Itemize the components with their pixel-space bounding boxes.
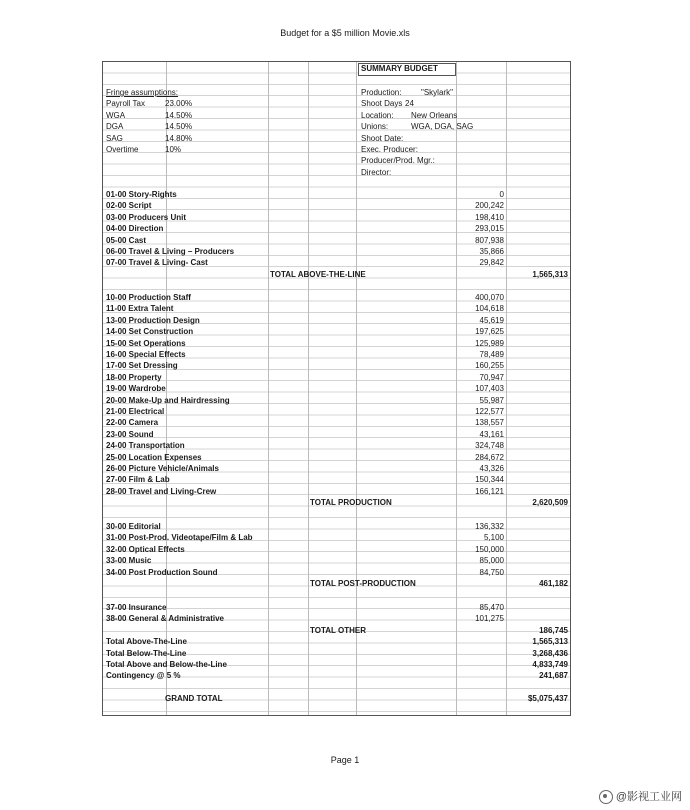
line-item-amount: 35,866 [479, 247, 504, 256]
line-item-label: 30-00 Editorial [106, 522, 161, 531]
line-item-label: 02-00 Script [106, 201, 152, 211]
line-item-amount: 85,470 [479, 603, 504, 612]
summary-amount: 3,268,436 [532, 648, 568, 658]
line-item-amount: 29,842 [479, 258, 504, 268]
grand-total-amount: $5,075,437 [527, 694, 568, 704]
production-info-label: Producer/Prod. Mgr.: [361, 156, 435, 166]
section-total-amount: 1,565,313 [532, 269, 568, 279]
line-item-label: 28-00 Travel and Living-Crew [106, 486, 217, 496]
line-item-label: 23-00 Sound [106, 429, 154, 439]
fringe-value: 23.00% [165, 99, 193, 109]
line-item-amount: 101,275 [475, 614, 504, 624]
production-info-label: Unions: [361, 122, 389, 132]
line-item-amount: 84,750 [479, 567, 504, 577]
line-item-amount: 45,619 [479, 315, 504, 325]
production-info-value: 24 [405, 99, 414, 109]
document-title: Budget for a $5 million Movie.xls [280, 28, 410, 38]
page-number: Page 1 [330, 755, 360, 765]
production-info-value: "Skylark" [421, 88, 453, 97]
fringe-label: SAG [106, 133, 123, 143]
line-item-label: 10-00 Production Staff [106, 293, 191, 302]
watermark-text: @影视工业网 [615, 790, 682, 803]
summary-label: Contingency @ 5 % [106, 671, 181, 681]
line-item-label: 05-00 Cast [106, 235, 147, 245]
camera-logo-icon [599, 790, 613, 804]
fringe-label: Overtime [106, 145, 139, 154]
production-info-label: Location: [361, 110, 394, 120]
line-item-amount: 5,100 [483, 533, 504, 543]
production-info-label: Exec. Producer: [361, 145, 418, 154]
line-item-amount: 324,748 [475, 441, 504, 451]
line-item-amount: 807,938 [475, 235, 504, 245]
line-item-amount: 104,618 [475, 304, 504, 314]
line-item-amount: 150,344 [475, 475, 504, 485]
grand-total-label: GRAND TOTAL [165, 694, 223, 704]
production-info-value: WGA, DGA, SAG [411, 122, 474, 132]
line-item-label: 25-00 Location Expenses [106, 452, 202, 462]
line-item-amount: 160,255 [475, 361, 504, 371]
summary-amount: 4,833,749 [532, 660, 568, 669]
section-total-amount: 2,620,509 [532, 498, 568, 508]
line-item-amount: 284,672 [475, 452, 504, 462]
line-item-amount: 138,557 [475, 418, 504, 428]
line-item-label: 37-00 Insurance [106, 603, 167, 612]
line-item-label: 14-00 Set Construction [106, 327, 194, 337]
line-item-label: 18-00 Property [106, 372, 162, 382]
line-item-label: 26-00 Picture Vehicle/Animals [106, 464, 219, 473]
line-item-amount: 136,332 [475, 522, 504, 531]
line-item-label: 38-00 General & Administrative [106, 614, 224, 624]
line-item-label: 20-00 Make-Up and Hairdressing [106, 395, 230, 405]
line-item-amount: 85,000 [479, 556, 504, 566]
line-item-label: 04-00 Direction [106, 224, 164, 234]
line-item-amount: 43,326 [479, 464, 504, 473]
line-item-label: 16-00 Special Effects [106, 350, 186, 359]
line-item-amount: 200,242 [475, 201, 504, 211]
line-item-amount: 122,577 [475, 407, 504, 416]
section-total-amount: 461,182 [539, 579, 568, 588]
line-item-label: 27-00 Film & Lab [106, 475, 170, 485]
production-info-label: Shoot Days [361, 99, 403, 109]
line-item-label: 06-00 Travel & Living – Producers [106, 247, 235, 256]
summary-label: Total Above-The-Line [106, 637, 187, 647]
line-item-label: 34-00 Post Production Sound [106, 567, 218, 577]
line-item-label: 15-00 Set Operations [106, 338, 186, 348]
fringe-label: WGA [106, 110, 126, 120]
production-info-label: Director: [361, 167, 392, 177]
watermark [599, 788, 682, 804]
fringe-value: 14.50% [165, 110, 193, 120]
line-item-amount: 150,000 [475, 544, 504, 554]
line-item-amount: 78,489 [479, 350, 504, 359]
fringe-label: Payroll Tax [106, 99, 145, 109]
section-total-label: TOTAL OTHER [310, 625, 366, 635]
section-total-label: TOTAL POST-PRODUCTION [310, 579, 416, 588]
line-item-amount: 400,070 [475, 293, 504, 302]
line-item-amount: 198,410 [475, 212, 504, 222]
line-item-amount: 70,947 [479, 372, 504, 382]
section-total-amount: 186,745 [539, 625, 568, 635]
line-item-label: 03-00 Producers Unit [106, 212, 187, 222]
line-item-amount: 43,161 [479, 429, 504, 439]
fringe-label: DGA [106, 122, 124, 132]
line-item-label: 19-00 Wardrobe [106, 384, 166, 394]
fringe-heading: Fringe assumptions: [106, 88, 179, 97]
production-info-label: Shoot Date: [361, 133, 404, 143]
fringe-value: 14.80% [165, 133, 193, 143]
summary-amount: 1,565,313 [532, 637, 568, 647]
line-item-label: 33-00 Music [106, 556, 152, 566]
line-item-label: 24-00 Transportation [106, 441, 185, 451]
production-info-label: Production: [361, 88, 402, 97]
line-item-amount: 55,987 [479, 395, 504, 405]
section-total-label: TOTAL PRODUCTION [310, 498, 392, 508]
line-item-label: 01-00 Story-Rights [106, 190, 177, 199]
summary-amount: 241,687 [539, 671, 568, 681]
line-item-label: 11-00 Extra Talent [106, 304, 174, 314]
line-item-amount: 293,015 [475, 224, 504, 234]
summary-label: Total Above and Below-the-Line [106, 660, 227, 669]
line-item-label: 22-00 Camera [106, 418, 159, 428]
line-item-amount: 107,403 [475, 384, 504, 394]
fringe-value: 14.50% [165, 122, 193, 132]
line-item-label: 31-00 Post-Prod. Videotape/Film & Lab [106, 533, 253, 543]
line-item-label: 21-00 Electrical [106, 407, 165, 416]
line-item-amount: 0 [499, 190, 504, 199]
line-item-label: 13-00 Production Design [106, 315, 200, 325]
budget-sheet [102, 61, 571, 716]
line-item-label: 07-00 Travel & Living- Cast [106, 258, 208, 268]
line-item-label: 17-00 Set Dressing [106, 361, 178, 371]
summary-title: SUMMARY BUDGET [361, 64, 438, 73]
line-item-amount: 197,625 [475, 327, 504, 337]
line-item-amount: 166,121 [475, 486, 504, 496]
production-info-value: New Orleans [411, 110, 458, 120]
section-total-label: TOTAL ABOVE-THE-LINE [270, 269, 366, 279]
fringe-value: 10% [165, 145, 182, 154]
summary-label: Total Below-The-Line [106, 648, 187, 658]
line-item-label: 32-00 Optical Effects [106, 544, 185, 554]
line-item-amount: 125,989 [475, 338, 504, 348]
